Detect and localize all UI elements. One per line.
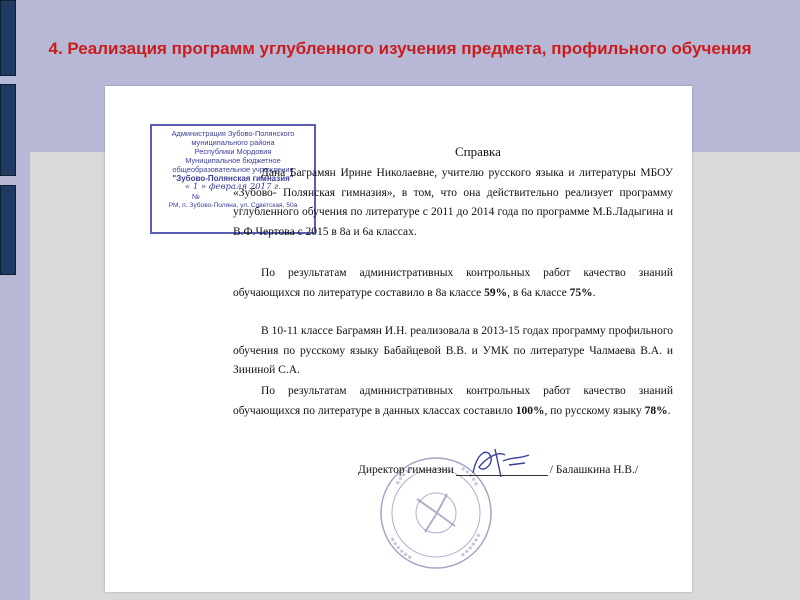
result-russian: 78% (644, 404, 668, 417)
paragraph-profile-text: В 10-11 классе Баграмян И.Н. реализовала в 2013-15 годах программу профильного обучения по русскому языку Бабайцевой В.В. и УМК по литературе Чалмаева В.А. и Зининой С.А. (233, 325, 673, 376)
results-text-1: По результатам административных контрольных работ качество знаний обучающихся по литературе составило в 8а классе (233, 267, 673, 299)
side-bar-top (0, 0, 16, 76)
stamp-date: « 1 » февраля 2017 г. (184, 182, 282, 192)
result-6a: 75% (569, 286, 593, 299)
certificate-heading: Справка (455, 144, 501, 159)
results2-text-1: По результатам административных контрольных работ качество знаний обучающихся по литературе в данных классах составило (233, 385, 673, 417)
stamp-line-5: общеобразовательное учреждение (172, 165, 294, 174)
side-bar-middle (0, 84, 16, 176)
stamp-address: РМ, п. Зубово-Поляна, ул. Советская, 50а (168, 202, 298, 209)
paragraph-results-classes (233, 382, 673, 421)
stamp-line-3: Республики Мордовия (194, 147, 272, 156)
paragraph-intro-text: Дана Баграмян Ирине Николаевне, учителю русского языка и литературы МБОУ «Зубово- Полянская гимназия», в том, что она действительно реализует программу углубленного обучения по литературе с 2011 до 2014 года по программе М.Б.Ладыгина и В.Ф.Чертова с 2015 в 8а и 6а классах. (233, 167, 673, 238)
paragraph-intro (233, 164, 673, 242)
stamp-line-1: Администрация Зубово-Полянского (171, 129, 295, 138)
side-bar-bottom (0, 185, 16, 275)
results-text-2: , в 6а классе (507, 286, 570, 299)
paragraph-results-literature (233, 264, 673, 303)
signer-title: Директор гимназии (358, 464, 454, 476)
signer-name: / Балашкина Н.В./ (549, 464, 639, 476)
slide-title: 4. Реализация программ углубленного изучения предмета, профильного обучения (48, 39, 752, 58)
results2-text-2: , по русскому языку (544, 404, 645, 417)
stamp-line-2: муниципального района (191, 138, 275, 147)
stamp-line-4: Муниципальное бюджетное (185, 156, 281, 165)
scanned-certificate (105, 86, 692, 592)
stamp-line-6: "Зубово-Полянская гимназия" (172, 174, 294, 183)
result-literature: 100% (515, 404, 545, 417)
results-text-3: . (592, 286, 596, 299)
signature-line (358, 464, 638, 476)
results2-text-3: . (667, 404, 671, 417)
stamp-number: № (192, 192, 200, 201)
paragraph-profile (233, 322, 673, 381)
result-8a: 59% (484, 286, 508, 299)
